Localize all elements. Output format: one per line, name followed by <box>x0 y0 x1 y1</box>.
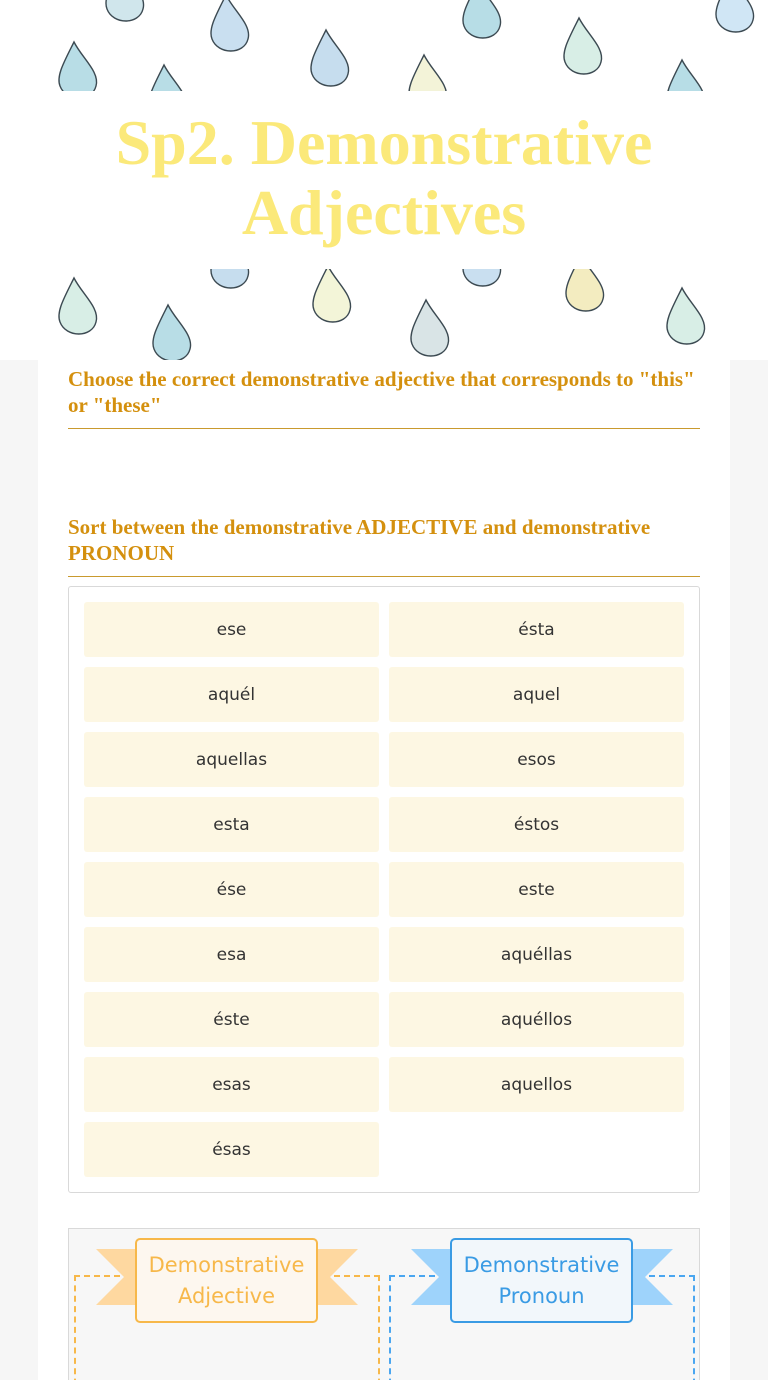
raindrop-shape <box>463 0 501 38</box>
raindrop-shape <box>667 288 705 344</box>
raindrop-shape <box>211 0 249 51</box>
word-chip[interactable]: esos <box>389 732 684 787</box>
word-chip[interactable]: aquél <box>84 667 379 722</box>
raindrop-shape <box>59 42 97 98</box>
word-chip[interactable]: aquéllas <box>389 927 684 982</box>
word-chip[interactable]: ésas <box>84 1122 379 1177</box>
word-chip[interactable]: esas <box>84 1057 379 1112</box>
raindrop-shape <box>311 30 349 86</box>
raindrop-shape <box>716 0 754 32</box>
raindrop-shape <box>411 300 449 356</box>
word-bank <box>68 586 700 1193</box>
word-chip[interactable]: éstos <box>389 797 684 852</box>
worksheet-header <box>0 0 768 360</box>
page-title-line-2: Adjectives <box>241 177 527 248</box>
word-chip[interactable]: ése <box>84 862 379 917</box>
raindrop-shape <box>313 266 351 322</box>
raindrop-shape <box>59 278 97 334</box>
word-chip[interactable]: aquel <box>389 667 684 722</box>
word-chip[interactable]: aquellos <box>389 1057 684 1112</box>
word-chip[interactable]: éste <box>84 992 379 1047</box>
page-title <box>0 108 768 248</box>
raindrop-shape <box>106 0 144 21</box>
raindrop-shape <box>153 305 191 360</box>
question-2-heading: Sort between the demonstrative ADJECTIVE and demonstrative PRONOUN <box>68 514 700 577</box>
word-chip[interactable]: esa <box>84 927 379 982</box>
word-chip[interactable]: este <box>389 862 684 917</box>
page-title-line-1: Sp2. Demonstrative <box>115 107 653 178</box>
question-1-heading: Choose the correct demonstrative adjective that corresponds to "this" or "these" <box>68 366 700 429</box>
word-chip[interactable]: ésta <box>389 602 684 657</box>
pronoun-category-label: Demonstrative Pronoun <box>450 1238 633 1323</box>
worksheet-body <box>38 360 730 1380</box>
adjective-category-label: Demonstrative Adjective <box>135 1238 318 1323</box>
raindrop-shape <box>564 18 602 74</box>
word-chip[interactable]: esta <box>84 797 379 852</box>
word-chip[interactable]: aquéllos <box>389 992 684 1047</box>
sort-area <box>68 1228 700 1380</box>
word-chip[interactable]: ese <box>84 602 379 657</box>
word-chip[interactable]: aquellas <box>84 732 379 787</box>
